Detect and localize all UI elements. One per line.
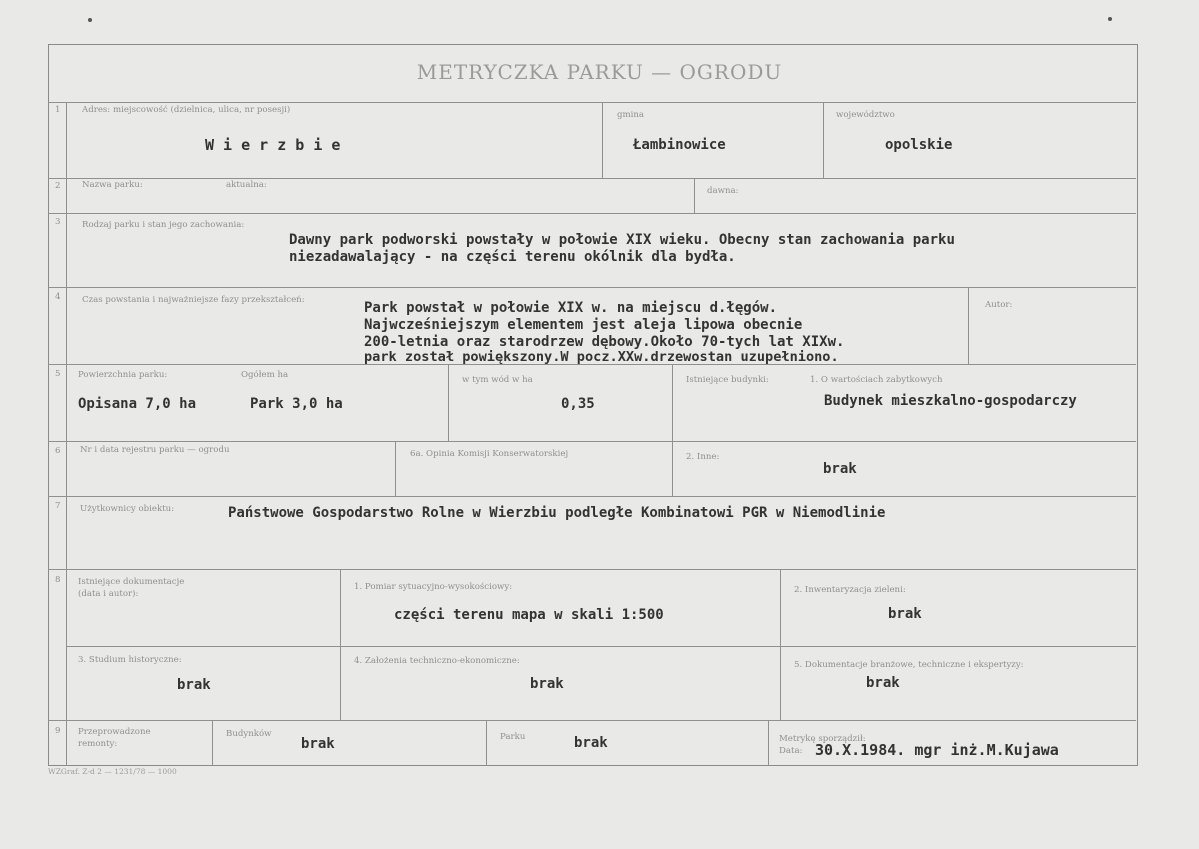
row-number: 6 [55,446,61,456]
cell-divider [768,720,769,766]
documentation-label: Istniejące dokumentacje [78,577,185,587]
row-divider [48,569,1136,570]
history-line: Park powstał w połowie XIX w. na miejscu d.łęgów. [364,300,778,316]
other-buildings-label: 2. Inne: [686,452,720,462]
survey-value: części terenu mapa w skali 1:500 [394,607,664,623]
park-renovation-label: Parku [500,732,526,742]
total-area-label: Ogółem ha [241,370,289,380]
cell-divider [602,102,603,178]
row-number: 4 [55,292,61,302]
register-label: Nr i data rejestru parku — ogrodu [80,445,230,455]
cell-divider [212,720,213,766]
users-label: Użytkownicy obiektu: [80,504,175,514]
cell-divider [395,441,396,496]
row-divider [48,213,1136,214]
current-name-label: aktualna: [226,180,267,190]
row-number: 9 [55,726,61,736]
renovations-label: Przeprowadzone [78,727,151,737]
row-divider [48,178,1136,179]
area-park-value: Park 3,0 ha [250,396,343,412]
voivodeship-label: województwo [836,110,895,120]
row-number: 1 [55,105,61,115]
historical-study-label: 3. Studium historyczne: [78,655,182,665]
buildings-renovation-label: Budynków [226,729,272,739]
technical-assumptions-label: 4. Założenia techniczno-ekonomiczne: [354,656,520,666]
voivodeship-value: opolskie [885,137,953,153]
cell-divider [823,102,824,178]
historical-study-value: brak [177,677,211,693]
row-number: 5 [55,369,61,379]
park-area-label: Powierzchnia parku: [78,370,168,380]
park-type-line: Dawny park podworski powstały w połowie XIX wieku. Obecny stan zachowania parku [289,232,955,248]
gmina-value: Łambinowice [633,137,726,153]
park-name-label: Nazwa parku: [82,180,143,190]
users-value: Państwowe Gospodarstwo Rolne w Wierzbiu podległe Kombinatowi PGR w Niemodlinie [228,505,886,521]
row-divider [48,496,1136,497]
history-phases-label: Czas powstania i najważniejsze fazy przekształceń: [82,295,305,305]
park-type-label: Rodzaj parku i stan jego zachowania: [82,220,245,230]
buildings-renovation-value: brak [301,736,335,752]
cell-divider [694,178,695,213]
row-divider [66,646,1136,647]
gmina-label: gmina [617,110,645,120]
heritage-buildings-value: Budynek mieszkalno-gospodarczy [824,393,1077,409]
row-number: 3 [55,217,61,227]
cell-divider [672,364,673,441]
branch-documentation-label: 5. Dokumentacje branżowe, techniczne i ekspertyzy: [794,660,1024,670]
cell-divider [486,720,487,766]
date-label: Data: [779,746,803,756]
history-line: 200-letnia oraz starodrzew dębowy.Około 70-tych lat XIXw. [364,334,845,350]
technical-assumptions-value: brak [530,676,564,692]
prepared-by-label: Metrykę sporządził: [779,734,866,744]
cell-divider [672,441,673,496]
survey-label: 1. Pomiar sytuacyjno-wysokościowy: [354,582,513,592]
cell-divider [448,364,449,441]
punch-dot [1108,17,1112,21]
cell-divider [780,569,781,720]
row-divider [48,441,1136,442]
other-buildings-value: brak [823,461,857,477]
former-name-label: dawna: [707,186,739,196]
number-column-divider [66,102,67,766]
date-and-author-value: 30.X.1984. mgr inż.M.Kujawa [815,741,1059,759]
cell-divider [968,287,969,364]
print-footer: WZGraf. Z-d 2 — 1231/78 — 1000 [48,767,177,776]
history-line: Najwcześniejszym elementem jest aleja lipowa obecnie [364,317,803,333]
row-number: 8 [55,575,61,585]
area-described-value: Opisana 7,0 ha [78,396,197,412]
existing-buildings-label: Istniejące budynki: [686,375,769,385]
row-number: 7 [55,501,61,511]
documentation-label: (data i autor): [78,589,139,599]
branch-documentation-value: brak [866,675,900,691]
author-label: Autor: [985,300,1013,310]
form-title: METRYCZKA PARKU — OGRODU [416,60,783,84]
heritage-buildings-label: 1. O wartościach zabytkowych [810,375,943,385]
water-area-value: 0,35 [561,396,595,412]
row-number: 2 [55,181,61,191]
cell-divider [340,569,341,720]
address-value: W i e r z b i e [205,136,341,154]
water-area-label: w tym wód w ha [462,375,533,385]
punch-dot [88,18,92,22]
greenery-inventory-label: 2. Inwentaryzacja zieleni: [794,585,906,595]
history-line: park został powiększony.W pocz.XXw.drzewostan uzupełniono. [364,349,839,365]
renovations-label: remonty: [78,739,118,749]
row-divider [48,287,1136,288]
park-renovation-value: brak [574,735,608,751]
greenery-inventory-value: brak [888,606,922,622]
address-label: Adres: miejscowość (dzielnica, ulica, nr posesji) [82,105,291,115]
commission-opinion-label: 6a. Opinia Komisji Konserwatorskiej [410,449,569,459]
row-divider [48,102,1136,103]
park-type-line: niezadawalający - na części terenu okólnik dla bydła. [289,249,736,265]
